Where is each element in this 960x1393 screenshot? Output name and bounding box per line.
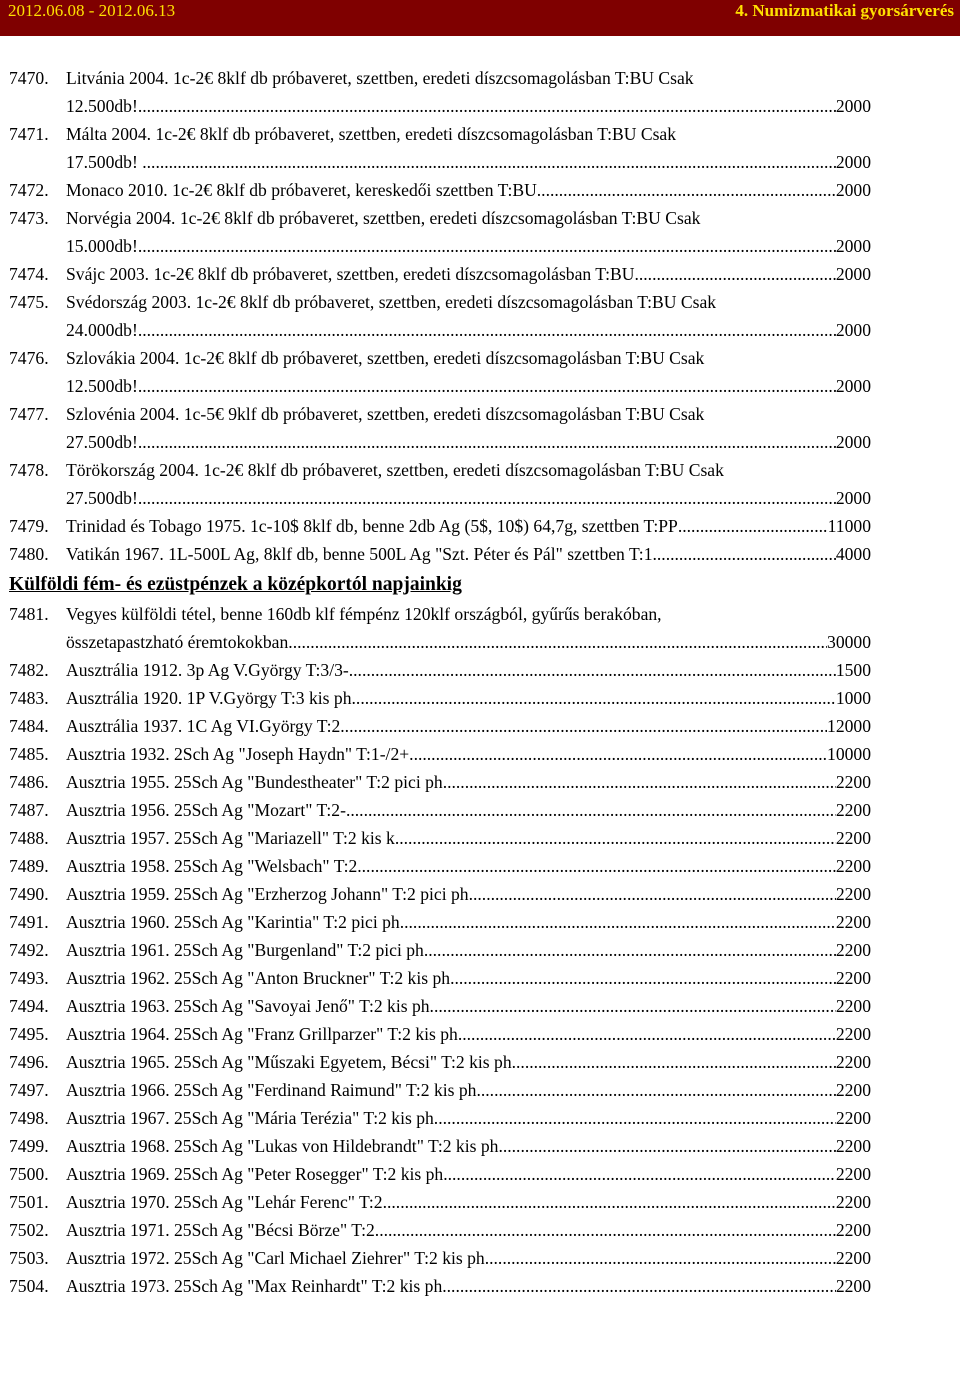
lot-description-line bbox=[66, 1160, 871, 1188]
lot-number: 7479. bbox=[9, 516, 49, 536]
lot-description-line bbox=[66, 1132, 871, 1160]
lot-number: 7471. bbox=[9, 124, 49, 144]
dot-leader bbox=[503, 1132, 836, 1160]
lot-description: Törökország 2004. 1c-2€ 8klf db próbaveret, szettben, eredeti díszcsomagolásban T:BU Csak bbox=[66, 460, 724, 480]
lot-price: 2200 bbox=[835, 800, 871, 820]
dot-leader bbox=[138, 232, 836, 260]
lot-item bbox=[9, 456, 871, 512]
lot-number: 7472. bbox=[9, 180, 49, 200]
dot-leader bbox=[462, 1020, 836, 1048]
lot-number: 7486. bbox=[9, 772, 49, 792]
lot-item bbox=[9, 1020, 871, 1048]
dot-leader bbox=[288, 628, 827, 656]
lot-description: Ausztria 1932. 2Sch Ag "Joseph Haydn" T:1-/2+ bbox=[66, 744, 410, 764]
lot-price: 2200 bbox=[835, 828, 871, 848]
lot-description-line bbox=[66, 316, 871, 344]
lot-description: 24.000db! bbox=[66, 320, 138, 340]
lot-number: 7493. bbox=[9, 968, 49, 988]
dot-leader bbox=[409, 740, 827, 768]
lot-item bbox=[9, 964, 871, 992]
lot-number: 7488. bbox=[9, 828, 49, 848]
lot-description-line bbox=[66, 656, 871, 684]
lot-item bbox=[9, 1104, 871, 1132]
lot-item bbox=[9, 540, 871, 568]
lot-item bbox=[9, 656, 871, 684]
lot-description: Ausztria 1956. 25Sch Ag "Mozart" T:2- bbox=[66, 800, 346, 820]
lot-description-line bbox=[66, 852, 871, 880]
lot-number: 7494. bbox=[9, 996, 49, 1016]
lot-description-line bbox=[66, 344, 871, 372]
date-range: 2012.06.08 - 2012.06.13 bbox=[8, 1, 176, 20]
lot-description-line bbox=[66, 1048, 871, 1076]
lot-description: Ausztria 1969. 25Sch Ag "Peter Rosegger" T:2 kis ph. bbox=[66, 1164, 448, 1184]
dot-leader bbox=[428, 936, 836, 964]
lot-number: 7480. bbox=[9, 544, 49, 564]
lot-number: 7476. bbox=[9, 348, 49, 368]
lot-description-line bbox=[66, 288, 871, 316]
dot-leader bbox=[138, 92, 836, 120]
lot-number: 7498. bbox=[9, 1108, 49, 1128]
lot-number: 7487. bbox=[9, 800, 49, 820]
lot-description: Szlovákia 2004. 1c-2€ 8klf db próbaveret, szettben, eredeti díszcsomagolásban T:BU Csak bbox=[66, 348, 705, 368]
lot-price: 2200 bbox=[835, 1024, 871, 1044]
lot-description: Trinidad és Tobago 1975. 1c-10$ 8klf db, benne 2db Ag (5$, 10$) 64,7g, szettben T:PP bbox=[66, 516, 678, 536]
lot-item bbox=[9, 740, 871, 768]
dot-leader bbox=[447, 1272, 836, 1300]
lot-description-line bbox=[66, 628, 871, 656]
lot-price: 1500 bbox=[835, 660, 871, 680]
dot-leader bbox=[357, 852, 836, 880]
dot-leader bbox=[147, 148, 836, 176]
lot-price: 2200 bbox=[835, 1052, 871, 1072]
lot-number: 7474. bbox=[9, 264, 49, 284]
lot-price: 2200 bbox=[835, 1220, 871, 1240]
lot-description: Ausztrália 1920. 1P V.György T:3 kis ph. bbox=[66, 688, 356, 708]
lot-item bbox=[9, 288, 871, 344]
dot-leader bbox=[138, 484, 836, 512]
lot-description: Ausztria 1958. 25Sch Ag "Welsbach" T:2 bbox=[66, 856, 358, 876]
lot-description: Litvánia 2004. 1c-2€ 8klf db próbaveret, szettben, eredeti díszcsomagolásban T:BU Csak bbox=[66, 68, 694, 88]
lot-description: Ausztria 1963. 25Sch Ag "Savoyai Jenő" T:2 kis ph. bbox=[66, 996, 434, 1016]
lot-group-euro-sets bbox=[9, 64, 871, 568]
lot-number: 7496. bbox=[9, 1052, 49, 1072]
lot-description-line bbox=[66, 1216, 871, 1244]
lot-description-line bbox=[66, 540, 871, 568]
lot-price: 12000 bbox=[827, 716, 871, 736]
lot-description: 17.500db! . bbox=[66, 152, 147, 172]
lot-price: 1000 bbox=[835, 688, 871, 708]
lot-description-line bbox=[66, 1020, 871, 1048]
dot-leader bbox=[356, 684, 836, 712]
dot-leader bbox=[349, 656, 836, 684]
lot-description: Ausztrália 1937. 1C Ag VI.György T:2 bbox=[66, 716, 341, 736]
lot-description-line bbox=[66, 120, 871, 148]
lot-number: 7473. bbox=[9, 208, 49, 228]
lot-item bbox=[9, 684, 871, 712]
lot-description-line bbox=[66, 64, 871, 92]
lot-description-line bbox=[66, 880, 871, 908]
dot-leader bbox=[383, 1188, 836, 1216]
lot-item bbox=[9, 1048, 871, 1076]
lot-description: Ausztria 1962. 25Sch Ag "Anton Bruckner" T:2 kis ph. bbox=[66, 968, 455, 988]
lot-description-line bbox=[66, 1188, 871, 1216]
lot-number: 7504. bbox=[9, 1276, 49, 1296]
lot-number: 7491. bbox=[9, 912, 49, 932]
dot-leader bbox=[448, 1160, 836, 1188]
lot-description-line bbox=[66, 232, 871, 260]
lot-number: 7495. bbox=[9, 1024, 49, 1044]
dot-leader bbox=[653, 540, 836, 568]
lot-price: 2000 bbox=[835, 264, 871, 284]
lot-price: 2200 bbox=[835, 912, 871, 932]
lot-price: 2200 bbox=[835, 968, 871, 988]
lot-description: Ausztria 1968. 25Sch Ag "Lukas von Hildebrandt" T:2 kis ph. bbox=[66, 1136, 503, 1156]
auction-title: 4. Numizmatikai gyorsárverés bbox=[735, 1, 954, 20]
dot-leader bbox=[138, 316, 836, 344]
lot-item bbox=[9, 600, 871, 656]
lot-number: 7477. bbox=[9, 404, 49, 424]
dot-leader bbox=[516, 1048, 836, 1076]
lot-description: Ausztrália 1912. 3p Ag V.György T:3/3- bbox=[66, 660, 349, 680]
lot-item bbox=[9, 1272, 871, 1300]
lot-description-line bbox=[66, 908, 871, 936]
lot-number: 7481. bbox=[9, 604, 49, 624]
dot-leader bbox=[678, 512, 828, 540]
lot-description: 27.500db! bbox=[66, 488, 138, 508]
lot-description-line bbox=[66, 712, 871, 740]
lot-item bbox=[9, 400, 871, 456]
lot-number: 7499. bbox=[9, 1136, 49, 1156]
lot-description: Ausztria 1964. 25Sch Ag "Franz Grillparzer" T:2 kis ph. bbox=[66, 1024, 463, 1044]
lot-item bbox=[9, 512, 871, 540]
lot-price: 2200 bbox=[835, 1080, 871, 1100]
lot-number: 7485. bbox=[9, 744, 49, 764]
dot-leader bbox=[634, 260, 835, 288]
dot-leader bbox=[375, 1216, 836, 1244]
lot-price: 2000 bbox=[835, 180, 871, 200]
lot-price: 4000 bbox=[835, 544, 871, 564]
lot-item bbox=[9, 936, 871, 964]
lot-item bbox=[9, 1076, 871, 1104]
lot-price: 2200 bbox=[835, 1276, 871, 1296]
lot-item bbox=[9, 712, 871, 740]
lot-item bbox=[9, 204, 871, 260]
lot-description-line bbox=[66, 148, 871, 176]
lot-description-line bbox=[66, 600, 871, 628]
lot-description: Norvégia 2004. 1c-2€ 8klf db próbaveret, szettben, eredeti díszcsomagolásban T:BU Csak bbox=[66, 208, 701, 228]
lot-description: Málta 2004. 1c-2€ 8klf db próbaveret, szettben, eredeti díszcsomagolásban T:BU Csak bbox=[66, 124, 677, 144]
lot-description: Ausztria 1967. 25Sch Ag "Mária Terézia" T:2 kis ph. bbox=[66, 1108, 439, 1128]
lot-description: Ausztria 1970. 25Sch Ag "Lehár Ferenc" T:2 bbox=[66, 1192, 383, 1212]
lot-item bbox=[9, 796, 871, 824]
lot-description-line bbox=[66, 1104, 871, 1132]
lot-description-line bbox=[66, 964, 871, 992]
lot-number: 7489. bbox=[9, 856, 49, 876]
lot-description: Monaco 2010. 1c-2€ 8klf db próbaveret, kereskedői szettben T:BU bbox=[66, 180, 537, 200]
lot-description-line bbox=[66, 1244, 871, 1272]
lot-description: Ausztria 1957. 25Sch Ag "Mariazell" T:2 kis k. bbox=[66, 828, 400, 848]
lot-price: 2200 bbox=[835, 1136, 871, 1156]
dot-leader bbox=[473, 880, 836, 908]
lot-item bbox=[9, 1160, 871, 1188]
lot-description: Vegyes külföldi tétel, benne 160db klf fémpénz 120klf országból, gyűrűs berakóban, bbox=[66, 604, 662, 624]
lot-description: 12.500db! bbox=[66, 96, 138, 116]
lot-description: Ausztria 1960. 25Sch Ag "Karintia" T:2 pici ph. bbox=[66, 912, 405, 932]
lot-item bbox=[9, 1244, 871, 1272]
lot-description-line bbox=[66, 1076, 871, 1104]
lot-description-line bbox=[66, 372, 871, 400]
lot-description-line bbox=[66, 1272, 871, 1300]
lot-description: Ausztria 1959. 25Sch Ag "Erzherzog Johann" T:2 pici ph. bbox=[66, 884, 473, 904]
lot-price: 2200 bbox=[835, 1248, 871, 1268]
lot-description-line bbox=[66, 992, 871, 1020]
lot-price: 2000 bbox=[835, 96, 871, 116]
lot-price: 2000 bbox=[835, 152, 871, 172]
lot-description-line bbox=[66, 428, 871, 456]
lot-number: 7497. bbox=[9, 1080, 49, 1100]
lot-description: Ausztria 1961. 25Sch Ag "Burgenland" T:2 pici ph. bbox=[66, 940, 429, 960]
dot-leader bbox=[438, 1104, 836, 1132]
lot-price: 2200 bbox=[835, 996, 871, 1016]
section-title: Külföldi fém- és ezüstpénzek a középkortól napjainkig bbox=[9, 574, 462, 595]
dot-leader bbox=[138, 372, 836, 400]
lot-description-line bbox=[66, 796, 871, 824]
lot-item bbox=[9, 880, 871, 908]
lot-description-line bbox=[66, 92, 871, 120]
lot-price: 30000 bbox=[827, 632, 871, 652]
lot-description-line bbox=[66, 824, 871, 852]
lot-item bbox=[9, 176, 871, 204]
dot-leader bbox=[537, 176, 836, 204]
lot-price: 2000 bbox=[835, 320, 871, 340]
lot-number: 7490. bbox=[9, 884, 49, 904]
lot-description: Ausztria 1972. 25Sch Ag "Carl Michael Ziehrer" T:2 kis ph. bbox=[66, 1248, 490, 1268]
lot-item bbox=[9, 992, 871, 1020]
lot-price: 2200 bbox=[835, 1108, 871, 1128]
lot-price: 2000 bbox=[835, 488, 871, 508]
lot-item bbox=[9, 260, 871, 288]
lot-description-line bbox=[66, 400, 871, 428]
lot-description-line bbox=[66, 684, 871, 712]
dot-leader bbox=[489, 1244, 836, 1272]
lot-description: Ausztria 1971. 25Sch Ag "Bécsi Börze" T:2 bbox=[66, 1220, 375, 1240]
lot-description: Svájc 2003. 1c-2€ 8klf db próbaveret, szettben, eredeti díszcsomagolásban T:BU bbox=[66, 264, 635, 284]
lot-description-line bbox=[66, 484, 871, 512]
lot-item bbox=[9, 852, 871, 880]
lot-price: 2200 bbox=[835, 1192, 871, 1212]
lot-item bbox=[9, 344, 871, 400]
lot-description: Svédország 2003. 1c-2€ 8klf db próbaveret, szettben, eredeti díszcsomagolásban T:BU Csak bbox=[66, 292, 717, 312]
lot-number: 7501. bbox=[9, 1192, 49, 1212]
dot-leader bbox=[399, 824, 836, 852]
lot-price: 2200 bbox=[835, 856, 871, 876]
lot-item bbox=[9, 1188, 871, 1216]
lot-number: 7500. bbox=[9, 1164, 49, 1184]
lot-description-line bbox=[66, 512, 871, 540]
lot-price: 2200 bbox=[835, 884, 871, 904]
lot-number: 7475. bbox=[9, 292, 49, 312]
lot-description-line bbox=[66, 740, 871, 768]
lot-description: Vatikán 1967. 1L-500L Ag, 8klf db, benne 500L Ag "Szt. Péter és Pál" szettben T:1 bbox=[66, 544, 653, 564]
lot-price: 11000 bbox=[827, 516, 871, 536]
dot-leader bbox=[454, 964, 835, 992]
lot-item bbox=[9, 64, 871, 120]
lot-number: 7502. bbox=[9, 1220, 49, 1240]
dot-leader bbox=[434, 992, 836, 1020]
lot-price: 2000 bbox=[835, 236, 871, 256]
lot-number: 7484. bbox=[9, 716, 49, 736]
lot-description: Szlovénia 2004. 1c-5€ 9klf db próbaveret, szettben, eredeti díszcsomagolásban T:BU Csak bbox=[66, 404, 705, 424]
lot-number: 7492. bbox=[9, 940, 49, 960]
lot-description: összetapastzható éremtokokban bbox=[66, 632, 289, 652]
lot-description-line bbox=[66, 456, 871, 484]
lot-number: 7470. bbox=[9, 68, 49, 88]
lot-description: 15.000db! bbox=[66, 236, 138, 256]
lot-description: Ausztria 1955. 25Sch Ag "Bundestheater" T:2 pici ph. bbox=[66, 772, 448, 792]
dot-leader bbox=[346, 796, 836, 824]
lot-number: 7478. bbox=[9, 460, 49, 480]
lot-price: 2000 bbox=[835, 432, 871, 452]
lot-item bbox=[9, 120, 871, 176]
lot-price: 2200 bbox=[835, 772, 871, 792]
lot-description-line bbox=[66, 204, 871, 232]
lot-description-line bbox=[66, 260, 871, 288]
dot-leader bbox=[138, 428, 836, 456]
dot-leader bbox=[481, 1076, 836, 1104]
lot-price: 2000 bbox=[835, 376, 871, 396]
lot-description: Ausztria 1973. 25Sch Ag "Max Reinhardt" T:2 kis ph. bbox=[66, 1276, 447, 1296]
lot-number: 7503. bbox=[9, 1248, 49, 1268]
dot-leader bbox=[404, 908, 836, 936]
lot-item bbox=[9, 1132, 871, 1160]
lot-description: 27.500db! bbox=[66, 432, 138, 452]
dot-leader bbox=[340, 712, 827, 740]
lot-number: 7482. bbox=[9, 660, 49, 680]
lot-description-line bbox=[66, 768, 871, 796]
lot-price: 2200 bbox=[835, 1164, 871, 1184]
page-header bbox=[0, 0, 960, 36]
lot-item bbox=[9, 824, 871, 852]
dot-leader bbox=[447, 768, 836, 796]
lot-item bbox=[9, 908, 871, 936]
lot-number: 7483. bbox=[9, 688, 49, 708]
lot-description: 12.500db! bbox=[66, 376, 138, 396]
lot-description: Ausztria 1965. 25Sch Ag "Műszaki Egyetem, Bécsi" T:2 kis ph. bbox=[66, 1052, 517, 1072]
lot-item bbox=[9, 1216, 871, 1244]
lot-description-line bbox=[66, 936, 871, 964]
lot-item bbox=[9, 768, 871, 796]
lot-group-coins bbox=[9, 600, 871, 1300]
lot-price: 2200 bbox=[835, 940, 871, 960]
lot-price: 10000 bbox=[827, 744, 871, 764]
lot-description: Ausztria 1966. 25Sch Ag "Ferdinand Raimund" T:2 kis ph. bbox=[66, 1080, 481, 1100]
lot-list bbox=[9, 64, 871, 1300]
lot-description-line bbox=[66, 176, 871, 204]
